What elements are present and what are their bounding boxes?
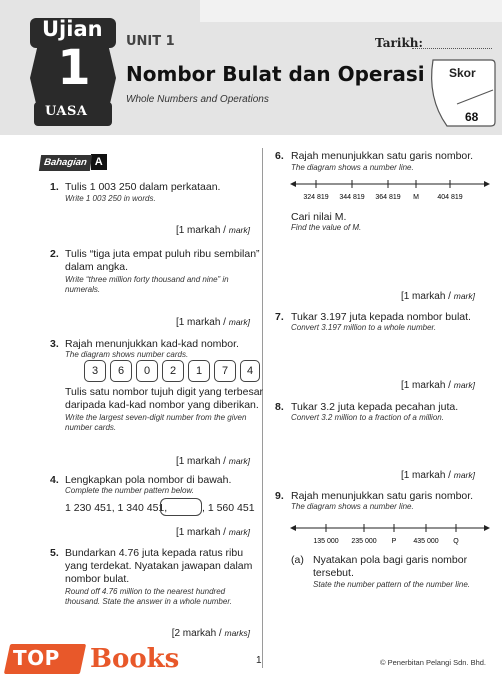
q5-text-line1: Bundarkan 4.76 juta kepada ratus ribu: [65, 547, 244, 559]
q4-sequence-end: , 1 560 451: [202, 502, 255, 514]
q3-marks: [1 markah / mark]: [175, 456, 250, 467]
number-card: 0: [136, 360, 158, 382]
number-card: 7: [214, 360, 236, 382]
q9-tick-label: 235 000: [351, 538, 377, 545]
section-tag: [40, 152, 107, 168]
logo-top-text: TOP: [13, 646, 60, 670]
q5-translation-line1: Round off 4.76 million to the nearest hundred: [65, 587, 226, 596]
q4-translation: Complete the number pattern below.: [65, 486, 194, 495]
q6-tick-label: 324 819: [303, 194, 329, 201]
q4-answer-box[interactable]: [160, 498, 202, 516]
q5-translation-line2: thousand. State the answer in a whole number.: [65, 597, 232, 606]
number-card: 2: [162, 360, 184, 382]
q2-marks: [1 markah / mark]: [175, 317, 250, 328]
header-fold: [200, 0, 502, 22]
q9-tick-label: P: [391, 538, 397, 545]
q9a-text-line1: Nyatakan pola bagi garis nombor: [313, 554, 468, 566]
q1-translation: Write 1 003 250 in words.: [65, 194, 156, 203]
q3-body-line2: daripada kad-kad nombor yang diberikan.: [65, 399, 259, 411]
q2-translation-line1: Write “three million forty thousand and nine” in: [65, 275, 229, 284]
q3-body-line1: Tulis satu nombor tujuh digit yang terbesar: [65, 386, 264, 398]
q6-number: 6.: [275, 150, 284, 162]
q2-text-line2: dalam angka.: [65, 261, 129, 273]
q9-translation: The diagram shows a number line.: [291, 502, 414, 511]
q1-marks: [1 markah / mark]: [175, 225, 250, 236]
q1-number: 1.: [50, 181, 59, 193]
q9a-translation: State the number pattern of the number line.: [313, 580, 470, 589]
unit-label: UNIT 1: [126, 34, 175, 49]
q6-number-line: [290, 174, 490, 204]
q6-tick-label: 344 819: [339, 194, 365, 201]
q5-text-line2: yang terdekat. Nyatakan jawapan dalam: [65, 560, 253, 572]
q9a-label: (a): [291, 554, 304, 566]
q6-translation: The diagram shows a number line.: [291, 163, 414, 172]
section-label: Bahagian: [39, 155, 92, 171]
badge-type: UASA: [45, 104, 88, 119]
logo-books-text: Books: [90, 644, 180, 674]
number-card: 1: [188, 360, 210, 382]
q7-text: Tukar 3.197 juta kepada nombor bulat.: [291, 311, 471, 323]
q9-text: Rajah menunjukkan satu garis nombor.: [291, 490, 474, 502]
page-title: Nombor Bulat dan Operasi: [126, 62, 425, 86]
q6-tick-label: 364 819: [375, 194, 401, 201]
q3-body-translation-line2: number cards.: [65, 423, 117, 432]
q9-tick-label: 135 000: [313, 538, 339, 545]
date-field[interactable]: [412, 48, 492, 49]
score-total: 68: [465, 110, 479, 124]
q8-marks: [1 markah / mark]: [400, 470, 475, 481]
q9-number: 9.: [275, 490, 284, 502]
q2-translation-line2: numerals.: [65, 285, 101, 294]
q3-translation: The diagram shows number cards.: [65, 350, 189, 359]
q9-number-line: [290, 518, 490, 548]
publisher-credit: © Penerbitan Pelangi Sdn. Bhd.: [380, 658, 487, 667]
date-label: Tarikh:: [375, 36, 423, 50]
q8-translation: Convert 3.2 million to a fraction of a million.: [291, 413, 444, 422]
number-card: 4: [240, 360, 260, 382]
section-letter: A: [91, 154, 107, 170]
q7-marks: [1 markah / mark]: [400, 380, 475, 391]
page-number: 1: [256, 655, 262, 666]
q9a-text-line2: tersebut.: [313, 567, 354, 579]
q6-marks: [1 markah / mark]: [400, 291, 475, 302]
number-card: 3: [84, 360, 106, 382]
q7-translation: Convert 3.197 million to a whole number.: [291, 323, 437, 332]
q9-tick-label: 435 000: [413, 538, 439, 545]
q6-tick-label: 404 819: [437, 194, 463, 201]
q8-number: 8.: [275, 401, 284, 413]
q4-marks: [1 markah / mark]: [175, 527, 250, 538]
q2-number: 2.: [50, 248, 59, 260]
badge-word: Ujian: [42, 17, 103, 41]
q2-text-line1: Tulis “tiga juta empat puluh ribu sembilan”: [65, 248, 260, 260]
q3-body-translation-line1: Write the largest seven-digit number from the given: [65, 413, 247, 422]
q4-sequence-start: 1 230 451, 1 340 451,: [65, 502, 168, 514]
q3-text: Rajah menunjukkan kad-kad nombor.: [65, 338, 239, 350]
q6-text: Rajah menunjukkan satu garis nombor.: [291, 150, 474, 162]
q5-text-line3: nombor bulat.: [65, 573, 130, 585]
q5-number: 5.: [50, 547, 59, 559]
badge-number: 1: [57, 40, 91, 96]
score-label: Skor: [449, 66, 476, 80]
q9-tick-label: Q: [453, 538, 459, 545]
number-card: 6: [110, 360, 132, 382]
q1-text: Tulis 1 003 250 dalam perkataan.: [65, 181, 221, 193]
q6-ask-translation: Find the value of M.: [291, 223, 362, 232]
q6-tick-label: M: [413, 194, 419, 201]
q6-ask: Cari nilai M.: [291, 211, 347, 223]
q4-text: Lengkapkan pola nombor di bawah.: [65, 474, 232, 486]
column-divider: [262, 148, 263, 668]
q5-marks: [2 markah / marks]: [171, 628, 250, 639]
q7-number: 7.: [275, 311, 284, 323]
q3-number: 3.: [50, 338, 59, 350]
q8-text: Tukar 3.2 juta kepada pecahan juta.: [291, 401, 459, 413]
page-subtitle: Whole Numbers and Operations: [126, 94, 269, 105]
q4-number: 4.: [50, 474, 59, 486]
